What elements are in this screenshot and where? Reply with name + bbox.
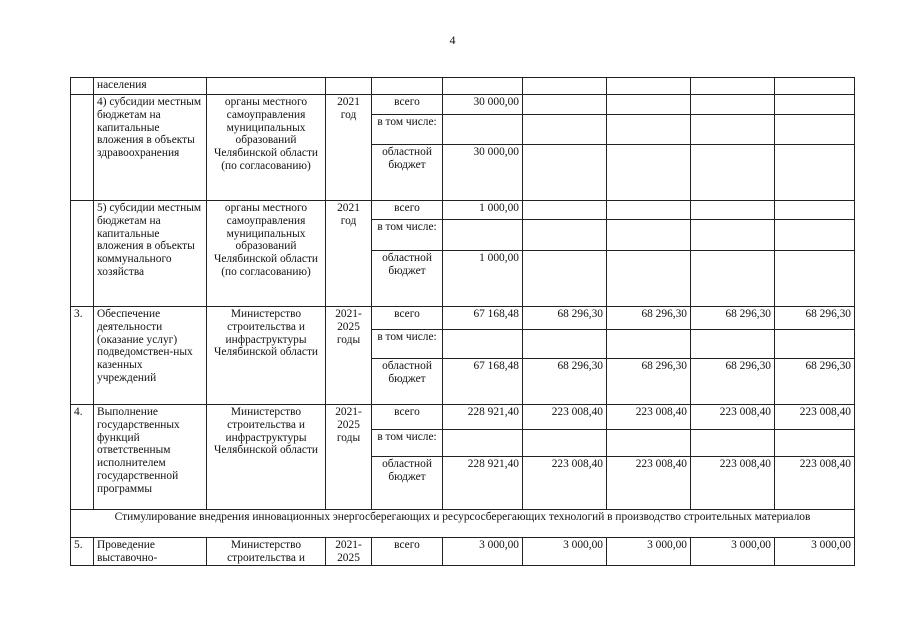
amount-year-2024 — [691, 430, 775, 457]
amount-year-2021 — [443, 78, 523, 95]
amount-year-2022 — [523, 430, 607, 457]
amount-year-2023: 68 296,30 — [607, 359, 691, 405]
funding-source: всего — [372, 538, 443, 566]
amount-year-2024: 223 008,40 — [691, 405, 775, 430]
amount-year-2025 — [775, 330, 855, 359]
budget-table — [70, 77, 855, 566]
amount-year-2025 — [775, 115, 855, 145]
amount-year-2023: 223 008,40 — [607, 457, 691, 510]
amount-year-2022 — [523, 251, 607, 307]
funding-source: областной бюджет — [372, 251, 443, 307]
amount-year-2022: 3 000,00 — [523, 538, 607, 566]
amount-year-2022 — [523, 78, 607, 95]
funding-source: в том числе: — [372, 430, 443, 457]
amount-year-2021: 67 168,48 — [443, 307, 523, 330]
funding-source: областной бюджет — [372, 359, 443, 405]
amount-year-2023: 223 008,40 — [607, 405, 691, 430]
amount-year-2022: 68 296,30 — [523, 359, 607, 405]
amount-year-2021: 30 000,00 — [443, 145, 523, 201]
amount-year-2023 — [607, 95, 691, 115]
responsible-org — [207, 78, 326, 95]
amount-year-2024 — [691, 330, 775, 359]
amount-year-2021 — [443, 220, 523, 251]
amount-year-2021: 228 921,40 — [443, 405, 523, 430]
amount-year-2021: 228 921,40 — [443, 457, 523, 510]
amount-year-2025 — [775, 145, 855, 201]
amount-year-2021 — [443, 430, 523, 457]
amount-year-2022: 223 008,40 — [523, 457, 607, 510]
amount-year-2022: 223 008,40 — [523, 405, 607, 430]
section-row — [71, 510, 855, 538]
amount-year-2024: 68 296,30 — [691, 307, 775, 330]
amount-year-2024 — [691, 201, 775, 220]
implementation-period: 2021-2025 — [326, 538, 372, 566]
amount-year-2022 — [523, 115, 607, 145]
row-number — [71, 95, 94, 201]
row-number — [71, 78, 94, 95]
amount-year-2024: 68 296,30 — [691, 359, 775, 405]
funding-source: всего — [372, 307, 443, 330]
amount-year-2021 — [443, 330, 523, 359]
amount-year-2024 — [691, 115, 775, 145]
funding-source: в том числе: — [372, 330, 443, 359]
table-row — [71, 95, 855, 115]
amount-year-2023 — [607, 145, 691, 201]
amount-year-2021: 1 000,00 — [443, 201, 523, 220]
activity-name: Проведение выставочно- — [94, 538, 207, 566]
activity-name: 5) субсидии местным бюджетам на капитальные вложения в объекты коммунального хозяйства — [94, 201, 207, 307]
funding-source: в том числе: — [372, 220, 443, 251]
amount-year-2025: 223 008,40 — [775, 457, 855, 510]
activity-name: населения — [94, 78, 207, 95]
table-row — [71, 405, 855, 430]
amount-year-2023: 3 000,00 — [607, 538, 691, 566]
amount-year-2025: 3 000,00 — [775, 538, 855, 566]
implementation-period — [326, 78, 372, 95]
responsible-org: Министерство строительства и инфраструктуры Челябинской области — [207, 405, 326, 510]
amount-year-2022 — [523, 220, 607, 251]
implementation-period: 2021 год — [326, 201, 372, 307]
row-number: 5. — [71, 538, 94, 566]
table-row — [71, 538, 855, 566]
table-row — [71, 307, 855, 330]
row-number — [71, 201, 94, 307]
amount-year-2025 — [775, 201, 855, 220]
amount-year-2025 — [775, 251, 855, 307]
amount-year-2023 — [607, 430, 691, 457]
amount-year-2025: 68 296,30 — [775, 359, 855, 405]
amount-year-2023 — [607, 78, 691, 95]
amount-year-2022 — [523, 201, 607, 220]
amount-year-2024 — [691, 251, 775, 307]
table-row — [71, 78, 855, 95]
amount-year-2025 — [775, 220, 855, 251]
amount-year-2021: 67 168,48 — [443, 359, 523, 405]
responsible-org: Министерство строительства и — [207, 538, 326, 566]
amount-year-2021: 30 000,00 — [443, 95, 523, 115]
amount-year-2022 — [523, 145, 607, 201]
amount-year-2023 — [607, 220, 691, 251]
amount-year-2022 — [523, 95, 607, 115]
section-title: Стимулирование внедрения инновационных энергосберегающих и ресурсосберегающих технологий в производство строительных материалов — [71, 510, 855, 538]
amount-year-2025 — [775, 430, 855, 457]
implementation-period: 2021-2025 годы — [326, 405, 372, 510]
row-number: 4. — [71, 405, 94, 510]
amount-year-2025 — [775, 78, 855, 95]
amount-year-2024 — [691, 145, 775, 201]
responsible-org: органы местного самоуправления муниципальных образований Челябинской области (по согласованию) — [207, 95, 326, 201]
funding-source: всего — [372, 95, 443, 115]
amount-year-2024 — [691, 95, 775, 115]
amount-year-2024 — [691, 78, 775, 95]
amount-year-2023 — [607, 251, 691, 307]
row-number: 3. — [71, 307, 94, 405]
table-row — [71, 201, 855, 220]
activity-name: Обеспечение деятельности (оказание услуг) подведомствен-ных казенных учреждений — [94, 307, 207, 405]
funding-source: всего — [372, 405, 443, 430]
amount-year-2023: 68 296,30 — [607, 307, 691, 330]
implementation-period: 2021-2025 годы — [326, 307, 372, 405]
funding-source: областной бюджет — [372, 457, 443, 510]
activity-name: 4) субсидии местным бюджетам на капитальные вложения в объекты здравоохранения — [94, 95, 207, 201]
amount-year-2023 — [607, 330, 691, 359]
page-number: 4 — [449, 33, 456, 47]
implementation-period: 2021 год — [326, 95, 372, 201]
amount-year-2024: 223 008,40 — [691, 457, 775, 510]
table-body — [71, 78, 855, 566]
responsible-org: органы местного самоуправления муниципальных образований Челябинской области (по согласованию) — [207, 201, 326, 307]
funding-source: всего — [372, 201, 443, 220]
amount-year-2024: 3 000,00 — [691, 538, 775, 566]
amount-year-2022: 68 296,30 — [523, 307, 607, 330]
amount-year-2025 — [775, 95, 855, 115]
amount-year-2025: 68 296,30 — [775, 307, 855, 330]
amount-year-2022 — [523, 330, 607, 359]
funding-source: в том числе: — [372, 115, 443, 145]
amount-year-2021: 1 000,00 — [443, 251, 523, 307]
responsible-org: Министерство строительства и инфраструктуры Челябинской области — [207, 307, 326, 405]
amount-year-2021: 3 000,00 — [443, 538, 523, 566]
amount-year-2021 — [443, 115, 523, 145]
funding-source — [372, 78, 443, 95]
funding-source: областной бюджет — [372, 145, 443, 201]
amount-year-2024 — [691, 220, 775, 251]
amount-year-2023 — [607, 115, 691, 145]
amount-year-2023 — [607, 201, 691, 220]
activity-name: Выполнение государственных функций ответственным исполнителем государственной программы — [94, 405, 207, 510]
amount-year-2025: 223 008,40 — [775, 405, 855, 430]
